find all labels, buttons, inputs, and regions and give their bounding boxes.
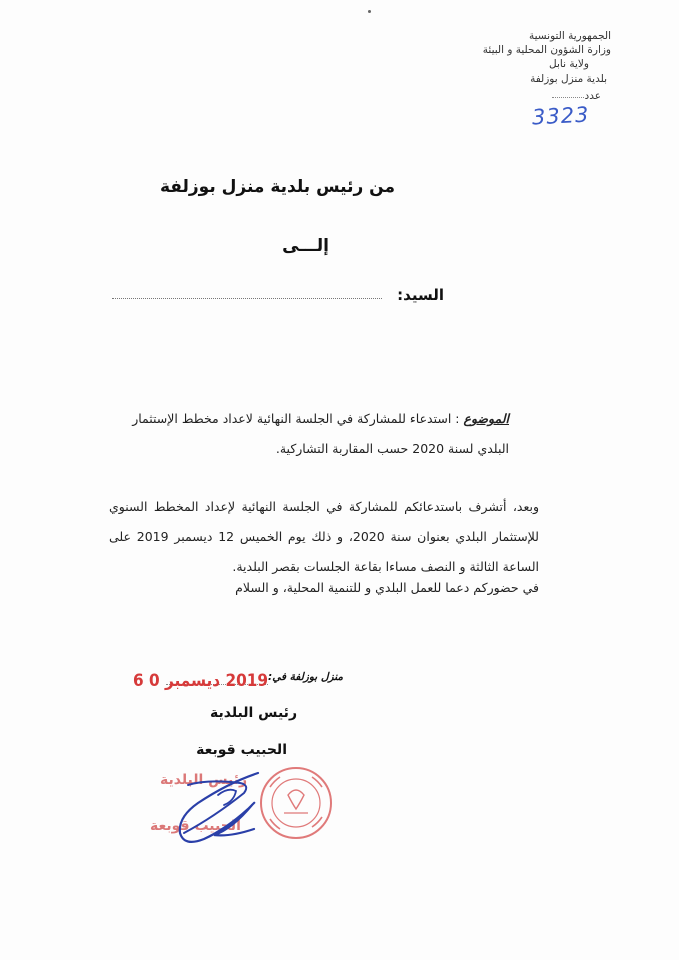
scan-speck: [368, 10, 371, 13]
date-stamp: 2019 ديسمبر 0 6: [133, 671, 269, 691]
title-to: إلـــى: [282, 236, 329, 256]
subject-text: : استدعاء للمشاركة في الجلسة النهائية لاعداد مخطط الإستثمار البلدي لسنة 2020 حسب المقاربة التشاركية.: [132, 411, 509, 456]
place-label: منزل بوزلفة في:: [268, 671, 344, 683]
title-from: من رئيس بلدية منزل بوزلفة: [159, 177, 395, 197]
header-number-label: عدد: [584, 90, 601, 102]
reference-number: 3323: [531, 102, 591, 130]
body-paragraph: وبعد، أتشرف باستدعائكم للمشاركة في الجلسة النهائية لإعداد المخطط السنوي للإستثمار البلدي بعنوان سنة 2020، و ذلك يوم الخميس 12 ديسمبر 2019 على الساعة الثالثة و النصف مساءا بقاعة الجلسات بقصر البلدية.: [109, 499, 539, 574]
header-republic: الجمهورية التونسية: [529, 30, 611, 42]
signatory-title: رئيس البلدية: [209, 705, 297, 721]
stamp-name-text: الحبيب قوبعة: [150, 818, 241, 834]
closing-line: في حضوركم دعما للعمل البلدي و للتنمية المحلية، و السلام: [235, 580, 539, 595]
number-dots: [552, 97, 584, 98]
handwritten-signature-icon: [148, 765, 298, 855]
subject-label: الموضوع: [463, 411, 509, 426]
signatory-name: الحبيب قوبعة: [196, 742, 287, 758]
header-ministry: وزارة الشؤون المحلية و البيئة: [482, 44, 611, 56]
stamp-title-text: رئيس البلدية: [160, 772, 248, 788]
header-governorate: ولاية نابل: [549, 58, 589, 70]
recipient-dotted-line: [112, 298, 382, 299]
recipient-label: السيد:: [397, 286, 444, 304]
header-municipality: بلدية منزل بوزلفة: [530, 73, 607, 85]
subject-block: [109, 404, 509, 464]
